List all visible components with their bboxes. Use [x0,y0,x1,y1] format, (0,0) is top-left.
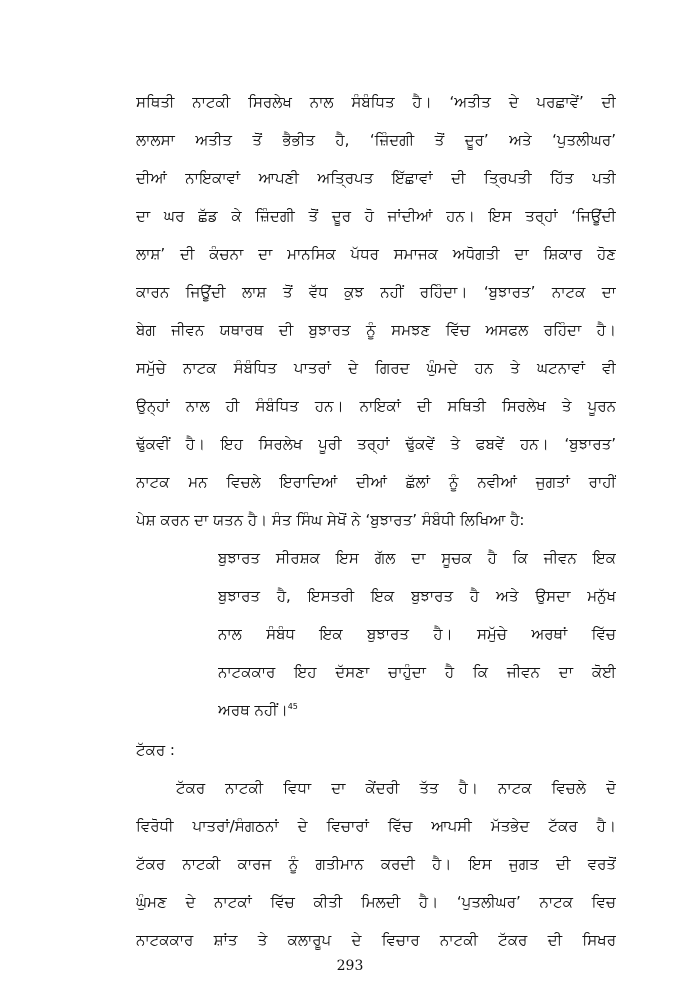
paragraph-line: ਨਾਟਕਕਾਰ ਸ਼ਾਂਤ ਤੇ ਕਲਾਰੂਪ ਦੇ ਵਿਚਾਰ ਨਾਟਕੀ ਟੱਕਰ ਦੀ ਸਿਖਰ [136,931,616,949]
footnote-marker: 45 [287,702,298,711]
quote-text: ਅਰਥ ਨਹੀਂ। [218,701,288,719]
quote-line: ਬੁਝਾਰਤ ਸੀਰਸ਼ਕ ਇਸ ਗੱਲ ਦਾ ਸੂਚਕ ਹੈ ਕਿ ਜੀਵਨ ਇਕ [218,549,616,567]
paragraph-line: ਦਾ ਘਰ ਛੱਡ ਕੇ ਜ਼ਿੰਦਗੀ ਤੋਂ ਦੂਰ ਹੋ ਜਾਂਦੀਆਂ ਹਨ। ਇਸ ਤਰ੍ਹਾਂ ‘ਜਿਊਂਦੀ [136,207,616,225]
paragraph-line: ਘੁੰਮਣ ਦੇ ਨਾਟਕਾਂ ਵਿੱਚ ਕੀਤੀ ਮਿਲਦੀ ਹੈ। ‘ਪੁਤਲੀਘਰ’ ਨਾਟਕ ਵਿਚ [136,893,616,911]
paragraph-line: ਉਨ੍ਹਾਂ ਨਾਲ ਹੀ ਸੰਬੰਧਿਤ ਹਨ। ਨਾਇਕਾਂ ਦੀ ਸਥਿਤੀ ਸਿਰਲੇਖ ਤੇ ਪੂਰਨ [136,397,616,415]
paragraph-line: ਟੱਕਰ ਨਾਟਕੀ ਕਾਰਜ ਨੂੰ ਗਤੀਮਾਨ ਕਰਦੀ ਹੈ। ਇਸ ਜੁਗਤ ਦੀ ਵਰਤੋਂ [136,855,616,873]
paragraph-line: ਪੇਸ਼ ਕਰਨ ਦਾ ਯਤਨ ਹੈ। ਸੰਤ ਸਿੰਘ ਸੇਖੋਂ ਨੇ ‘ਬੁਝਾਰਤ’ ਸੰਬੰਧੀ ਲਿਖਿਆ ਹੈ: [136,511,525,529]
paragraph-line: ਲਾਸ਼’ ਦੀ ਕੰਚਨਾ ਦਾ ਮਾਨਸਿਕ ਪੱਧਰ ਸਮਾਜਕ ਅਧੋਗਤੀ ਦਾ ਸ਼ਿਕਾਰ ਹੋਣ [136,245,616,263]
paragraph-line: ਸਮੁੱਚੇ ਨਾਟਕ ਸੰਬੰਧਿਤ ਪਾਤਰਾਂ ਦੇ ਗਿਰਦ ਘੁੰਮਦੇ ਹਨ ਤੇ ਘਟਨਾਵਾਂ ਵੀ [136,359,616,377]
paragraph-line: ਵਿਰੋਧੀ ਪਾਤਰਾਂ/ਸੰਗਠਨਾਂ ਦੇ ਵਿਚਾਰਾਂ ਵਿੱਚ ਆਪਸੀ ਮੱਤਭੇਦ ਟੱਕਰ ਹੈ। [136,817,616,835]
paragraph-line: ਬੇਗ ਜੀਵਨ ਯਥਾਰਥ ਦੀ ਬੁਝਾਰਤ ਨੂੰ ਸਮਝਣ ਵਿੱਚ ਅਸਫਲ ਰਹਿੰਦਾ ਹੈ। [136,321,616,339]
paragraph-line: ਦੀਆਂ ਨਾਇਕਾਵਾਂ ਆਪਣੀ ਅਤ੍ਰਿਪਤ ਇੱਛਾਵਾਂ ਦੀ ਤ੍ਰਿਪਤੀ ਹਿੱਤ ਪਤੀ [136,169,616,187]
quote-line: ਨਾਟਕਕਾਰ ਇਹ ਦੱਸਣਾ ਚਾਹੁੰਦਾ ਹੈ ਕਿ ਜੀਵਨ ਦਾ ਕੋਈ [218,663,616,681]
paragraph-line: ਨਾਟਕ ਮਨ ਵਿਚਲੇ ਇਰਾਦਿਆਂ ਦੀਆਂ ਛੱਲਾਂ ਨੂੰ ਨਵੀਆਂ ਜੁਗਤਾਂ ਰਾਹੀਂ [136,473,616,491]
quote-line: ਨਾਲ ਸੰਬੰਧ ਇਕ ਬੁਝਾਰਤ ਹੈ। ਸਮੁੱਚੇ ਅਰਥਾਂ ਵਿੱਚ [218,625,616,643]
paragraph-line: ਕਾਰਨ ਜਿਊਂਦੀ ਲਾਸ਼ ਤੋਂ ਵੱਧ ਕੁਝ ਨਹੀਂ ਰਹਿੰਦਾ। ‘ਬੁਝਾਰਤ’ ਨਾਟਕ ਦਾ [136,283,616,301]
quote-last-line [218,700,616,720]
quote-line: ਬੁਝਾਰਤ ਹੈ, ਇਸਤਰੀ ਇਕ ਬੁਝਾਰਤ ਹੈ ਅਤੇ ਉਸਦਾ ਮਨੁੱਖ [218,587,616,605]
paragraph-line: ਲਾਲਸਾ ਅਤੀਤ ਤੋਂ ਭੈਭੀਤ ਹੈ, ‘ਜ਼ਿੰਦਗੀ ਤੋਂ ਦੂਰ’ ਅਤੇ ‘ਪੁਤਲੀਘਰ’ [136,131,616,149]
paragraph-line: ਸਥਿਤੀ ਨਾਟਕੀ ਸਿਰਲੇਖ ਨਾਲ ਸੰਬੰਧਿਤ ਹੈ। ‘ਅਤੀਤ ਦੇ ਪਰਛਾਵੇਂ’ ਦੀ [136,93,616,111]
section-heading: ਟੱਕਰ : [136,741,175,759]
paragraph-line: ਟੱਕਰ ਨਾਟਕੀ ਵਿਧਾ ਦਾ ਕੇਂਦਰੀ ਤੱਤ ਹੈ। ਨਾਟਕ ਵਿਚਲੇ ਦੋ [176,779,616,797]
paragraph-line: ਢੁੱਕਵੀਂ ਹੈ। ਇਹ ਸਿਰਲੇਖ ਪੂਰੀ ਤਰ੍ਹਾਂ ਢੁੱਕਵੇਂ ਤੇ ਫਬਵੇਂ ਹਨ। ‘ਬੁਝਾਰਤ’ [136,435,616,453]
page-number: 293 [336,958,364,974]
